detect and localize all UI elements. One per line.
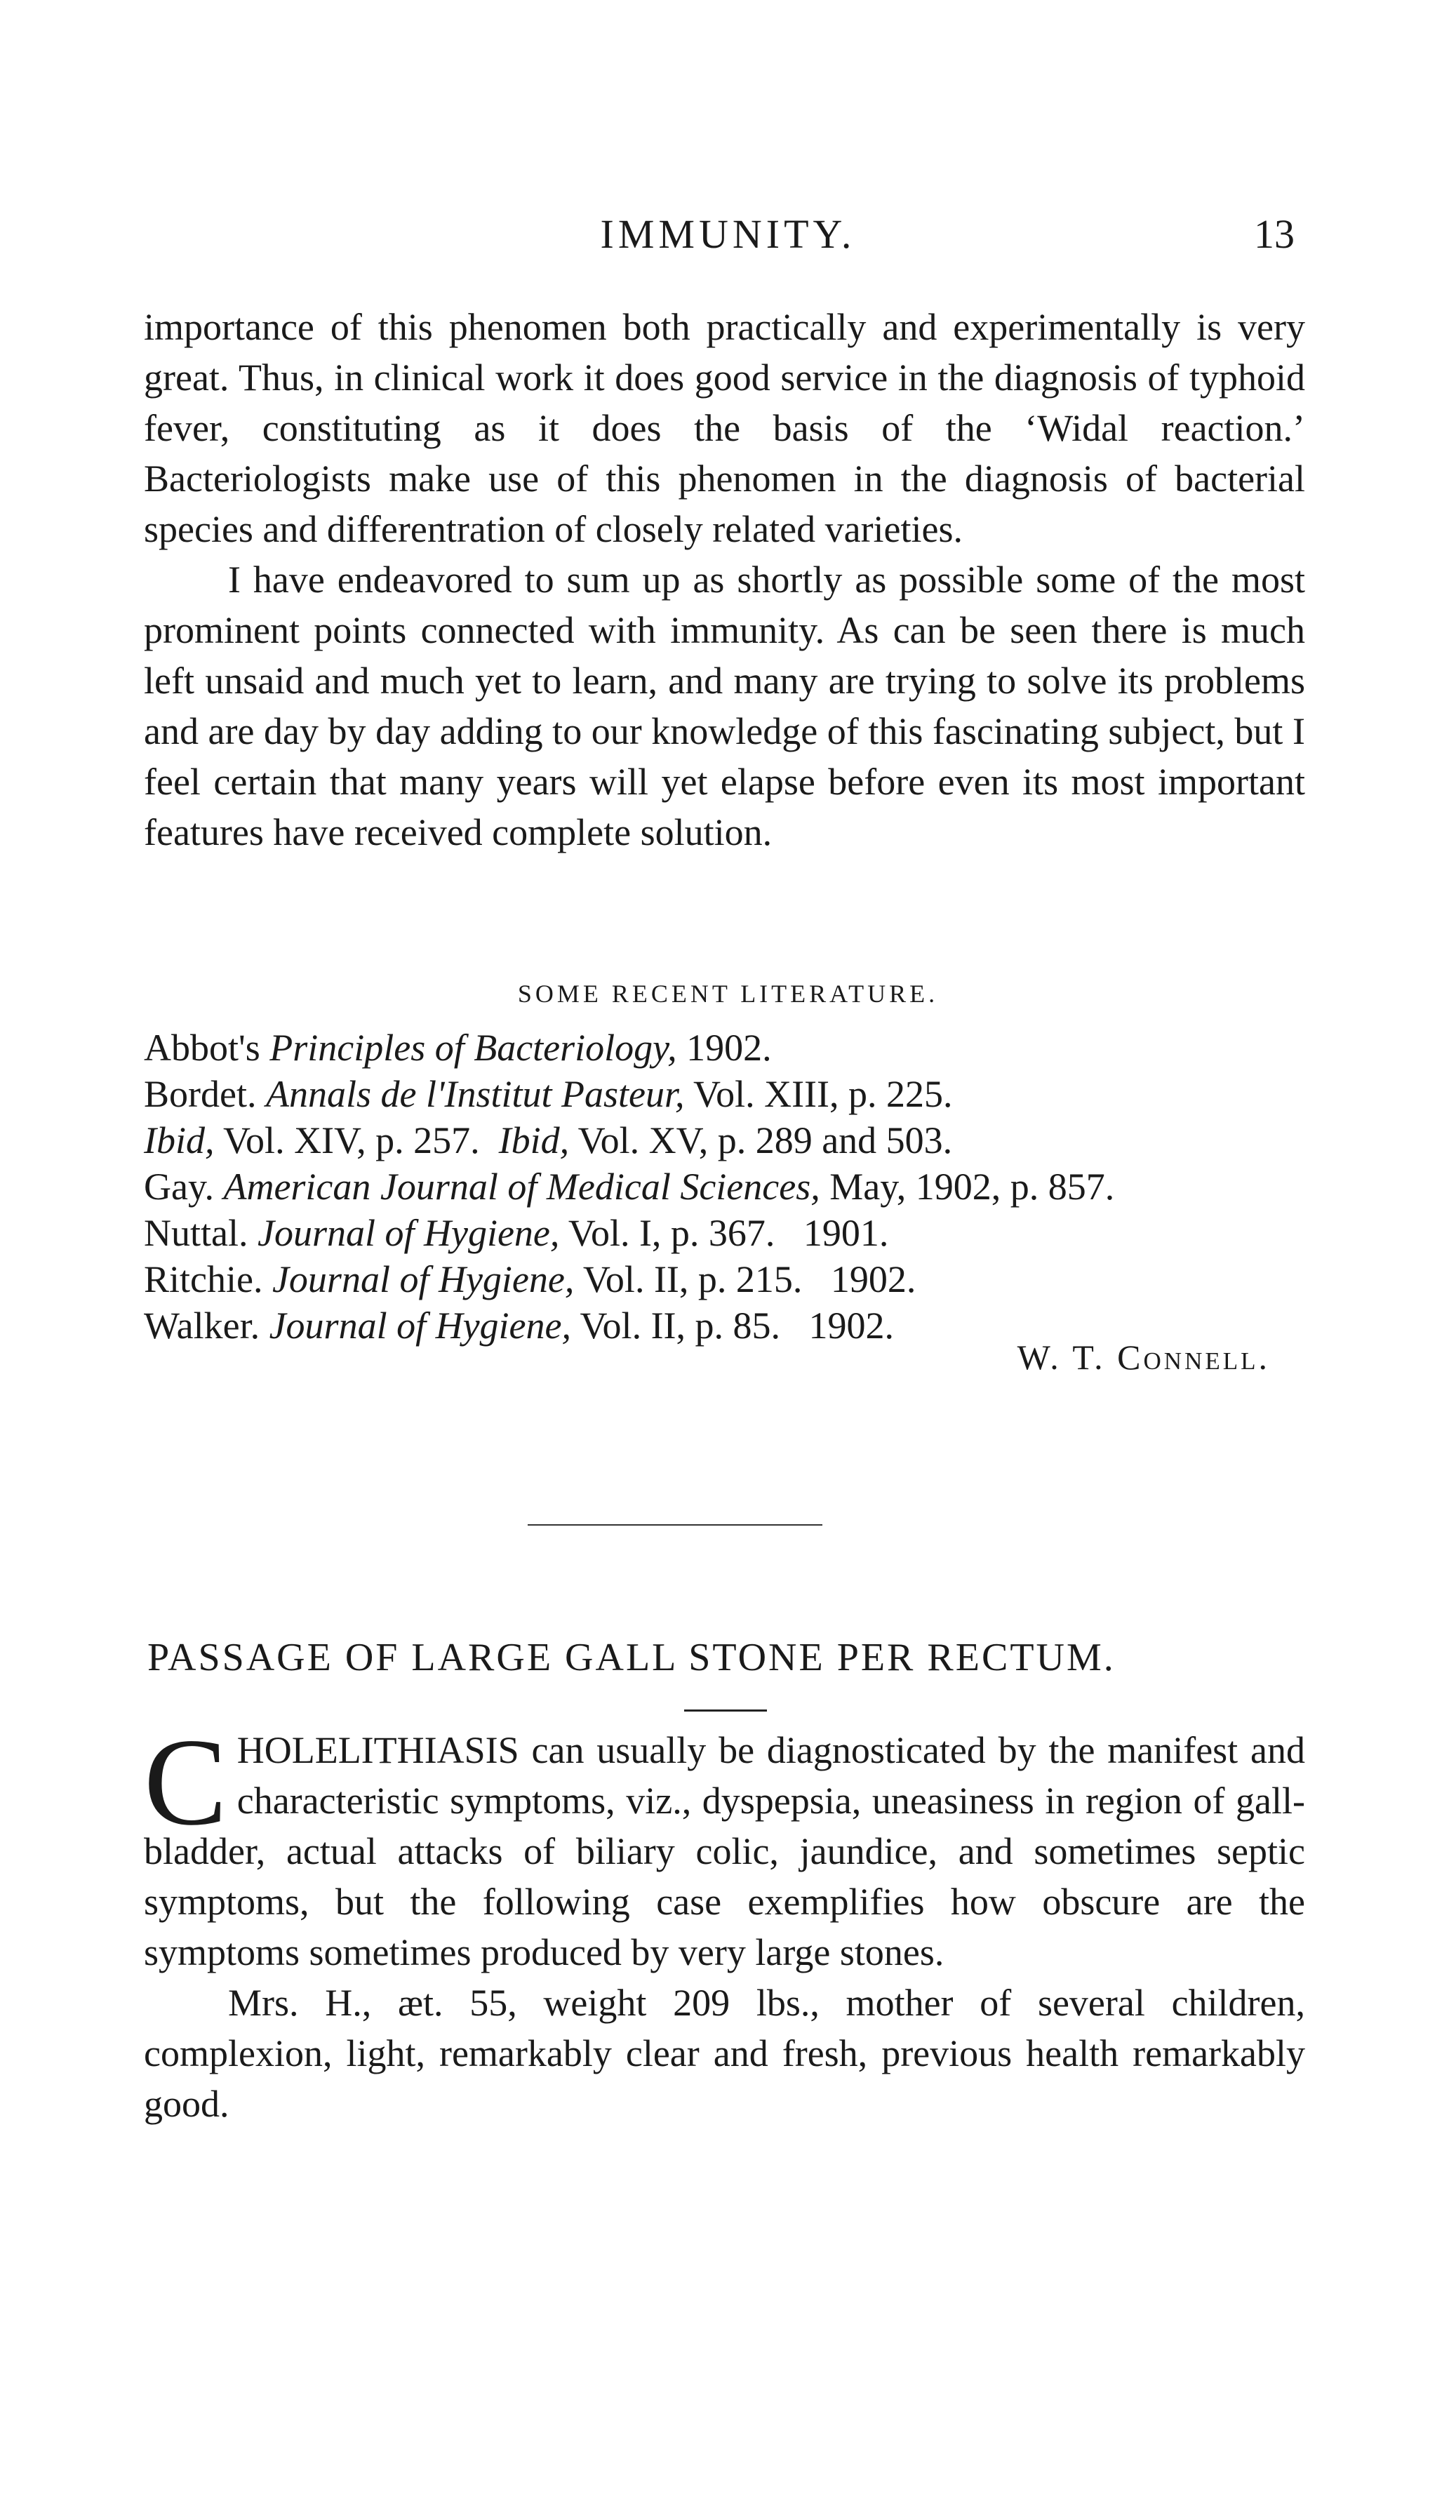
paragraph-case: Mrs. H., æt. 55, weight 209 lbs., mother of several children, complexion, light, remarkably clear and fresh, previous health remarkably good. [144, 1982, 1305, 2125]
reference-details: Vol. XIII, p. 225. [684, 1073, 953, 1115]
reference-title: Journal of Hygiene, [272, 1258, 575, 1300]
reference-author: Abbot's [144, 1027, 270, 1069]
reference-author: Walker. [144, 1305, 269, 1347]
running-title: IMMUNITY. [600, 211, 856, 257]
reference-title: Ibid, [498, 1119, 570, 1161]
reference-item [144, 1256, 1316, 1302]
reference-author: Ritchie. [144, 1258, 272, 1300]
paragraph-phenomen-importance: importance of this phenomen both practically and experimentally is very great. Thus, in clinical work it does good service in the diagnosis of typhoid fever, constituting as it does the basis of the ‘Widal reaction.’ Bacteriologists make use of this phenomen in the diagnosis of bacterial species and differentration of closely related varieties. [144, 306, 1305, 550]
reference-author: Bordet. [144, 1073, 266, 1115]
reference-details: May, 1902, p. 857. [820, 1166, 1115, 1208]
reference-title: Journal of Hygiene, [269, 1305, 571, 1347]
reference-details: Vol. II, p. 85. 1902. [571, 1305, 895, 1347]
reference-title: Principles of Bacteriology, [269, 1027, 677, 1069]
article-body [144, 1712, 1305, 2129]
reference-item [144, 1025, 1316, 1071]
reference-details: Vol. I, p. 367. 1901. [559, 1212, 889, 1254]
running-head [0, 211, 1456, 267]
title-rule [684, 1709, 767, 1712]
reference-list [144, 1025, 1316, 1349]
reference-author: Gay. [144, 1166, 224, 1208]
article-title: PASSAGE OF LARGE GALL STONE PER RECTUM. [147, 1636, 1116, 1679]
paragraph-cholelithiasis [144, 1712, 1305, 1978]
paragraph-cholelithiasis-text: HOLELITHIASIS can usually be diagnosticated by the manifest and characteristic symptoms, viz., dyspepsia, uneasiness in region of gall-bladder, actual attacks of biliary colic, jaundice, and sometimes septic symptoms, but the following case exemplifies how obscure are the symptoms sometimes produced by very large stones. [144, 1729, 1305, 1973]
reference-title: Annals de l'Institut Pasteur, [265, 1073, 685, 1115]
paragraph-conclusion: I have endeavored to sum up as shortly as possible some of the most prominent points connected with immunity. As can be seen there is much left unsaid and much yet to learn, and many are trying to solve its problems and are day by day adding to our knowledge of this fascinating subject, but I feel certain that many years will yet elapse before even its most important features have received complete solution. [144, 559, 1305, 853]
literature-heading: SOME RECENT LITERATURE. [517, 980, 939, 1008]
reference-details: 1902. [676, 1027, 772, 1069]
reference-item [144, 1117, 1316, 1164]
reference-item [144, 1210, 1316, 1256]
reference-title: Journal of Hygiene, [257, 1212, 560, 1254]
reference-title: American Journal of Medical Sciences, [223, 1166, 820, 1208]
reference-item [144, 1071, 1316, 1117]
immunity-continuation [144, 302, 1305, 858]
reference-details: Vol. XV, p. 289 and 503. [569, 1119, 953, 1161]
reference-details: Vol. XIV, p. 257. [214, 1119, 480, 1161]
reference-item [144, 1164, 1316, 1210]
reference-title: Ibid, [144, 1119, 215, 1161]
drop-cap: C [144, 1712, 227, 1851]
author-signature: W. T. Connell. [1017, 1338, 1270, 1377]
page-number: 13 [1254, 211, 1295, 257]
reference-details: Vol. II, p. 215. 1902. [574, 1258, 916, 1300]
section-divider [528, 1524, 822, 1526]
reference-author: Nuttal. [144, 1212, 258, 1254]
